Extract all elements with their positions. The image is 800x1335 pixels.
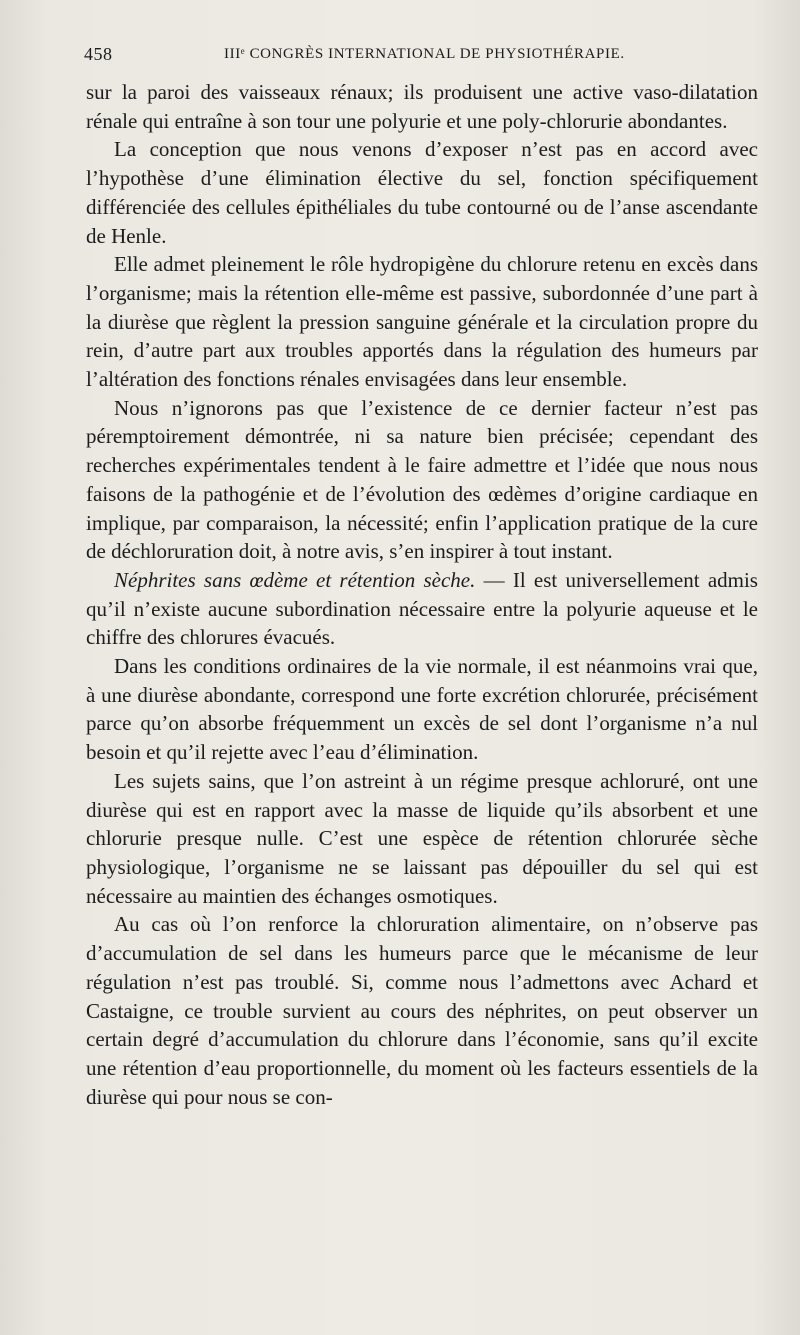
running-head	[84, 44, 764, 74]
section-text: — Il est universellement admis qu’il n’existe aucune subordination nécessaire entre la polyurie aqueuse et le chiffre des chlorures évacués.	[86, 567, 758, 650]
paragraph: Au cas où l’on renforce la chloruration alimentaire, on n’observe pas d’accumulation de sel dans les humeurs parce que le mécanisme de leur régulation n’est pas troublé. Si, comme nous l’admettons avec Achard et Castaigne, ce trouble survient au cours des néphrites, on peut observer un certain degré d’accumulation du chlorure dans l’économie, sans qu’il excite une rétention d’eau proportionnelle, du moment où les facteurs essentiels de la diurèse qui pour nous se con-	[86, 912, 758, 1109]
paragraph: La conception que nous venons d’exposer n’est pas en accord avec l’hypothèse d’une élimination élective du sel, fonction spécifiquement différenciée des cellules épithéliales du tube contourné ou de l’anse ascendante de Henle.	[86, 137, 758, 248]
section-paragraph	[86, 566, 758, 652]
paragraph: Les sujets sains, que l’on astreint à un régime presque achloruré, ont une diurèse qui est en rapport avec la masse de liquide qu’ils absorbent et une chlorurie presque nulle. C’est une espèce de rétention chlorurée sèche physiologique, l’organisme ne se laissant pas dépouiller du sel qui est nécessaire au maintien des échanges osmotiques.	[86, 768, 758, 908]
page-number: 458	[84, 44, 113, 64]
paragraph: Dans les conditions ordinaires de la vie normale, il est néanmoins vrai que, à une diurèse abondante, correspond une forte excrétion chlorurée, précisément parce qu’on absorbe fréquemment un excès de sel dont l’organisme n’a nul besoin et qu’il rejette avec l’eau d’élimination.	[86, 654, 758, 765]
paragraph: Nous n’ignorons pas que l’existence de ce dernier facteur n’est pas péremptoirement démontrée, ni sa nature bien précisée; cependant des recherches expérimentales tendent à le faire admettre et l’idée que nous nous faisons de la pathogénie et de l’évolution des œdèmes d’origine cardiaque en implique, par comparaison, la nécessité; enfin l’application pratique de la cure de déchloruration doit, à notre avis, s’en inspirer à tout instant.	[86, 395, 758, 564]
text-body	[86, 78, 758, 1111]
paragraph: Elle admet pleinement le rôle hydropigène du chlorure retenu en excès dans l’organisme; mais la rétention elle-même est passive, subordonnée d’une part à la diurèse que règlent la pression sanguine générale et la circulation propre du rein, d’autre part aux troubles apportés dans la régulation des humeurs par l’altération des fonctions rénales envisagées dans leur ensemble.	[86, 252, 758, 392]
running-title: IIIᵉ CONGRÈS INTERNATIONAL DE PHYSIOTHÉRAPIE.	[224, 46, 625, 62]
paragraph-continued: sur la paroi des vaisseaux rénaux; ils produisent une active vaso-dilatation rénale qui entraîne à son tour une polyurie et une poly-chlorurie abondantes.	[86, 80, 758, 133]
section-heading: Néphrites sans œdème et rétention sèche.	[114, 567, 476, 592]
